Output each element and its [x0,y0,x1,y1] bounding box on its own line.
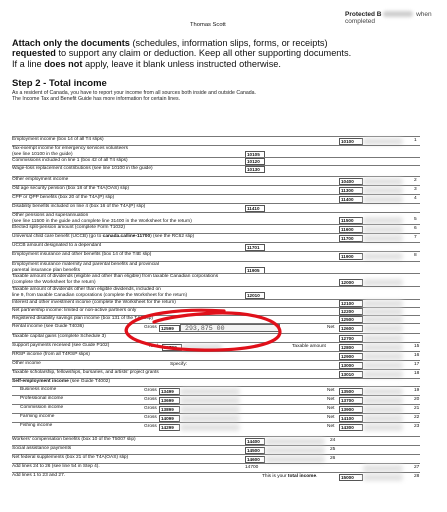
line-code: 14400 [245,438,265,445]
net-code: 13500 [339,388,363,395]
amount-field[interactable] [363,325,403,332]
line-label: Employment insurance and other benefits (box 14 of the T4E slip) [12,252,152,257]
line-number: 17 [414,362,420,367]
net-label: Net [327,397,335,402]
gross-label: Gross [144,388,157,393]
gross-code: 14099 [159,415,180,422]
line-number: 21 [414,406,420,411]
amount-field[interactable] [363,415,403,422]
line-10400-row [12,176,420,185]
line-number: 1 [414,138,417,143]
line-code: 10100 [339,138,363,145]
intro-line-1: As a resident of Canada, you have to report your income from all sources both inside and outside Canada. [12,90,256,96]
self-employment-header [12,378,420,386]
gross-code: 14299 [159,424,180,431]
line-number: 4 [414,196,417,201]
line-label: Other employment income [12,177,69,182]
line-code: 10120 [245,158,265,165]
taxable-amount-label: Taxable amount [292,344,326,349]
line-11600-row [12,224,420,233]
line-label: Other pensions and superannuation [12,213,89,218]
line-label: Disability benefits included on line 4 (box 16 of the T4A(P) slip) [12,204,146,209]
line-code: 12800 [339,344,363,351]
line-label: Commissions included on line 1 (box 42 of all T4 slips) [12,158,128,163]
line-12010-row [12,286,420,299]
gross-label: Gross [144,406,157,411]
line-10120-row [12,157,420,165]
amount-field[interactable] [363,362,403,369]
rental-gross-input[interactable]: 293,875 00 [180,324,280,332]
self-employment-row-business [12,386,420,395]
line-number: 18 [414,371,420,376]
amount-field[interactable] [363,344,403,351]
line-label-2: line 9, from taxable Canadian corporations (complete the Worksheet for the return) [12,292,188,298]
line-code: 11701 [245,244,265,251]
line-14400-row [12,436,420,445]
step-title: Step 2 - Total income [12,78,107,89]
line-label: Registered disability savings plan income (box 131 of the T4A slip) [12,316,153,321]
line-label: Net federal supplements (box 21 of the T4A(OAS) slip) [12,455,129,460]
line-number: 25 [330,447,336,452]
step-intro [12,90,412,102]
line-label-post: ) (see the RC62 slip) [150,234,195,239]
net-code: 13900 [339,406,363,413]
line-10100-row [12,136,420,145]
line-label: Rental income (see Guide T4036) [12,324,84,329]
line-label: Interest and other investment income (complete the Worksheet for the return) [12,300,176,305]
amount-field[interactable] [265,447,325,454]
line-code: 12500 [339,316,363,323]
line-10105-row [12,145,420,157]
line-11900-row [12,251,420,261]
line-label: Other income [12,361,41,366]
attach-line3-rest: apply, leave it blank unless instructed otherwise. [82,58,281,69]
line-label: Net partnership income: limited or non-active partners only [12,308,137,313]
line-label: Employment income (box 14 of all T4 slips) [12,137,104,142]
amount-field[interactable] [265,456,325,463]
line-number: 28 [414,474,420,479]
line-12500-row [12,315,420,323]
gross-amount-field[interactable] [180,388,240,395]
line-label: CPP or QPP benefits (box 20 of the T4A(P) slip) [12,195,115,200]
amount-field[interactable] [363,335,403,342]
line-label: Taxable amount of dividends (eligible and other than eligible) from taxable Canadian corporations [12,274,219,279]
total-income-bold: total income [287,474,317,479]
self-employment-row-commission [12,404,420,413]
line-code: 13010 [339,371,363,378]
line-12200-row [12,307,420,315]
gross-code: 13699 [159,397,180,404]
total-amount-field[interactable] [182,344,222,351]
line-label: Employment insurance maternity and parental benefits and provincial [12,262,159,267]
line-number: 6 [414,226,417,231]
attach-line3-bold: does not [44,58,83,69]
line-number: 16 [414,353,420,358]
amount-field[interactable] [363,316,403,323]
line-label-2: (complete the Worksheet for the return) [12,279,96,285]
line-label: Support payments received (see Guide P102) [12,343,110,348]
self-employment-row-fishing [12,422,420,432]
amount-field[interactable] [363,388,403,395]
specify-label: Specify: [170,362,188,367]
line-number: 2 [414,178,417,183]
line-code: 12010 [245,292,265,299]
line-code: 12700 [339,335,363,342]
line-number: 3 [414,187,417,192]
line-label: Professional income [20,396,64,401]
amount-field[interactable] [363,397,403,404]
line-code: 12000 [339,279,363,286]
line-number: 23 [414,424,420,429]
line-12800-row [12,342,420,351]
amount-field[interactable] [363,178,403,185]
net-code: 14300 [339,424,363,431]
amount-field[interactable] [363,226,403,233]
gross-code: 12599 [159,325,180,332]
intro-line-2: The Income Tax and Benefit Guide has more information for certain lines. [12,96,181,103]
line-code: 15000 [339,474,363,481]
net-code: 13700 [339,397,363,404]
income-form [12,104,420,486]
amount-field[interactable] [363,187,403,194]
net-label: Net [327,424,335,429]
line-label: Tax-exempt income for emergency services volunteers [12,146,128,151]
line-14600-row [12,454,420,463]
line-code: 13000 [339,362,363,369]
line-code: 12200 [339,308,363,315]
line-number: 20 [414,397,420,402]
line-14700-row [12,463,420,472]
protected-suffix: when completed [345,11,432,25]
line-11701-row [12,242,420,251]
attach-line1-bold: Attach only the documents [12,38,130,48]
line-11700-row [12,233,420,242]
line-label-pre: Universal child care benefit (UCCB) (go to [12,234,103,239]
line-label: Farming income [20,414,55,419]
amount-field[interactable] [363,138,403,145]
line-14500-row [12,445,420,454]
total-code: 12799 [162,344,182,351]
total-label: Total [148,344,159,349]
line-label: Commission income [20,405,64,410]
protected-b-header [345,11,447,25]
line-code: 11500 [339,217,363,224]
line-label: Add lines 24 to 26 (see line 54 in Step 4). [12,464,100,469]
line-label-2: parental insurance plan benefits [12,267,81,273]
amount-field[interactable] [363,353,403,360]
gross-code: 13899 [159,406,180,413]
line-number: 22 [414,415,420,420]
line-11905-row [12,261,420,273]
amount-field[interactable] [363,279,403,286]
line-label: Elected split-pension amount (complete Form T1032) [12,225,125,230]
line-code: 11300 [339,187,363,194]
line-label: Wage-loss replacement contributions (see line 10100 in the guide) [12,166,153,171]
attach-instructions [12,38,422,69]
amount-field[interactable] [363,474,403,481]
line-13000-row [12,360,420,369]
redacted-blur [383,11,413,17]
gross-label: Gross [144,325,157,330]
gross-amount-field[interactable] [180,424,240,431]
line-number: 5 [414,217,417,222]
line-10130-row [12,165,420,173]
gross-label: Gross [144,424,157,429]
line-label: Taxable scholarship, fellowships, bursaries, and artists' project grants [12,370,159,375]
line-12600-row [12,323,420,333]
line-label: Workers' compensation benefits (box 10 of the T5007 slip) [12,437,136,442]
line-code: 12100 [339,300,363,307]
line-code: 11905 [245,267,265,274]
self-employment-row-professional [12,395,420,404]
line-number: 8 [414,253,417,258]
line-code: 11600 [339,226,363,233]
line-number: 27 [414,465,420,470]
amount-field[interactable] [363,196,403,203]
net-code: 14100 [339,415,363,422]
line-label: Old age security pension (box 18 of the T4A(OAS) slip) [12,186,129,191]
line-number: 24 [330,438,336,443]
line-15000-row: Add lines 1 to 23 and 27. This is your total income. 15000 28 [12,473,420,480]
line-12100-row [12,299,420,307]
line-label-link[interactable]: canada.ca/line-11700 [102,234,151,239]
total-income-text: This is your [262,474,288,479]
line-code: 11400 [339,196,363,203]
line-label: Taxable amount of dividends other than eligible dividends, included on [12,287,161,292]
line-code: 12900 [339,353,363,360]
line-label: Fishing income [20,423,53,428]
line-11500-row [12,212,420,224]
line-code: 10400 [339,178,363,185]
amount-field[interactable] [363,308,403,315]
gross-amount-field[interactable] [180,406,240,413]
line-code: 10130 [245,166,265,173]
line-label: Add lines 1 to 23 and 27. [12,473,66,478]
line-12900-row [12,351,420,360]
amount-field[interactable] [363,465,403,472]
amount-field[interactable] [363,424,403,431]
amount-field[interactable] [363,371,403,378]
amount-field[interactable] [265,438,325,445]
attach-line3-pre: If a line [12,58,45,69]
protected-label: Protected B [345,11,382,18]
line-number: 26 [330,456,336,461]
gross-amount-field[interactable] [180,415,240,422]
attach-line2-rest: to support any claim or deduction. Keep all other supporting documents. [55,48,352,59]
line-12700-row [12,333,420,342]
attach-line2-bold: requested [12,48,56,59]
line-number: 19 [414,388,420,393]
amount-field[interactable] [363,217,403,224]
line-label: RRSP income (from all T4RSP slips) [12,352,90,357]
line-label: Social assistance payments [12,446,72,451]
self-employment-title-rest: (see Guide T4002) [68,379,111,384]
gross-label: Gross [144,415,157,420]
line-11300-row [12,185,420,194]
line-label: UCCB amount designated to a dependant [12,243,102,248]
gross-label: Gross [144,397,157,402]
self-employment-row-farming [12,413,420,422]
net-label: Net [327,325,335,330]
net-label: Net [327,415,335,420]
line-number: 7 [414,235,417,240]
line-label-2: (see line 11500 in the guide and complete line 31400 in the Worksheet for the return) [12,218,192,224]
line-code: 14500 [245,447,265,454]
line-code: 11410 [245,205,265,212]
line-13010-row [12,369,420,378]
line-code: 14600 [245,456,265,463]
amount-field[interactable] [363,235,403,242]
gross-code: 13499 [159,388,180,395]
line-12000-row [12,273,420,286]
taxpayer-name: Thomas Scott [190,22,226,28]
net-label: Net [327,406,335,411]
line-code: 14700 [245,465,259,470]
line-code: 12600 [339,325,363,332]
line-number: 15 [414,344,420,349]
self-employment-title: Self-employment income [12,379,69,384]
amount-field[interactable] [363,406,403,413]
line-label-2: (see line 10100 in the guide) [12,151,73,157]
line-code: 11700 [339,235,363,242]
net-label: Net [327,388,335,393]
line-label: Taxable capital gains (complete Schedule 3) [12,334,106,339]
line-label: Business income [20,387,57,392]
line-code: 11900 [339,253,363,260]
line-11400-row [12,194,420,203]
attach-line1-rest: (schedules, information slips, forms, or receipts) [129,38,328,48]
amount-field[interactable] [363,300,403,307]
gross-amount-field[interactable] [180,397,240,404]
amount-field[interactable] [363,253,403,260]
line-11410-row [12,203,420,212]
line-code: 10105 [245,151,265,158]
